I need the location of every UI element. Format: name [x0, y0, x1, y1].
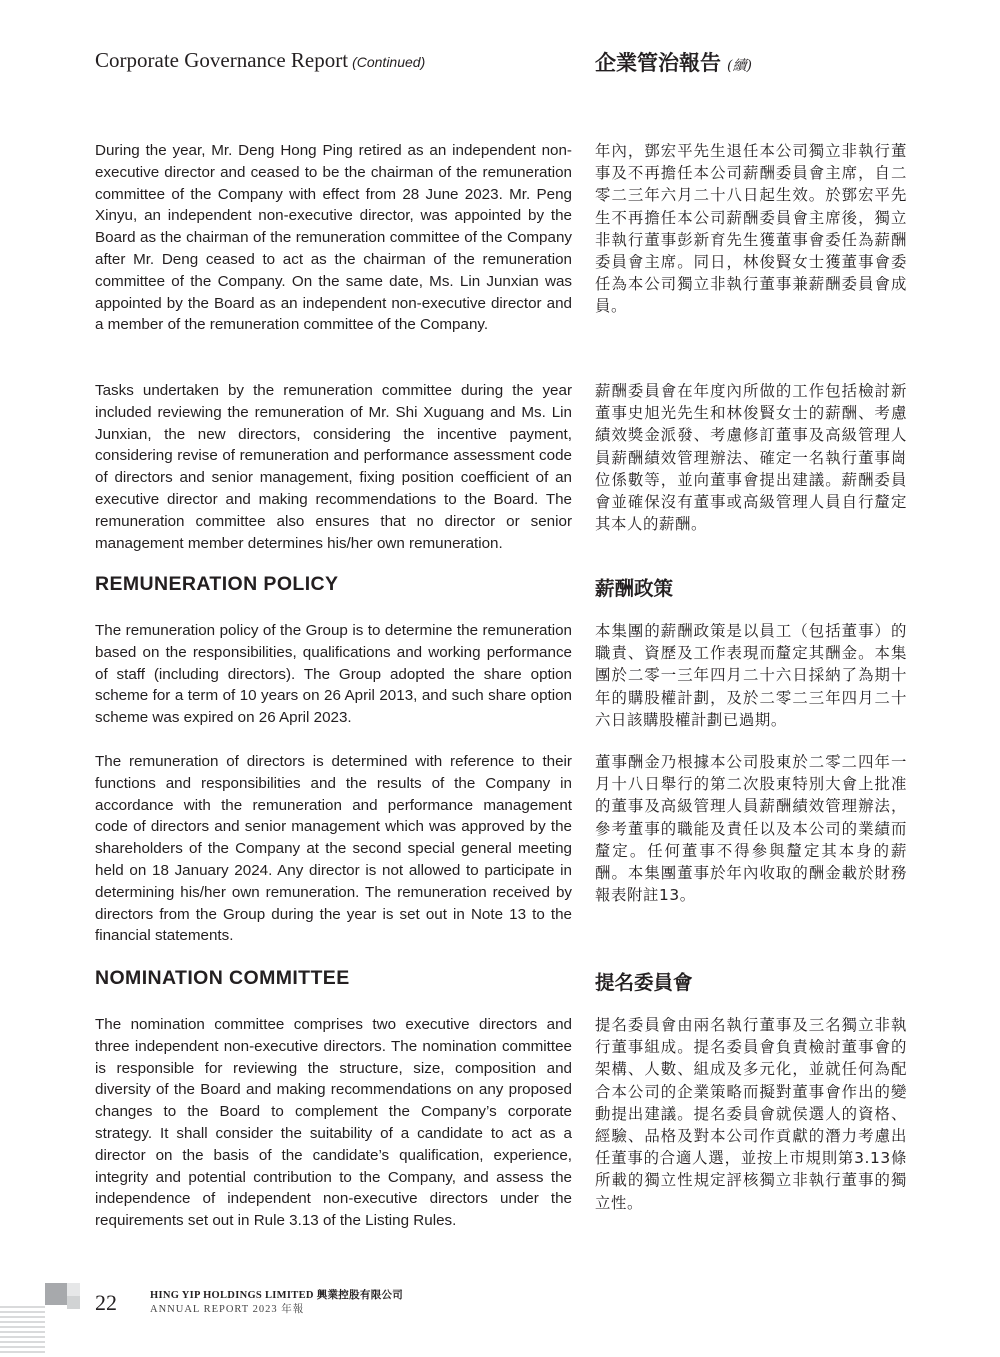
remuneration-policy-p1-en: [95, 620, 572, 729]
remuneration-policy-p1-zh: [595, 620, 907, 731]
header-continued-en: (Continued): [352, 54, 426, 70]
paragraph: The nomination committee comprises two executive directors and three independent non-executive directors. The nomination committee is responsible for reviewing the structure, size, composition and diversity of the Board and making recommendations on any proposed changes to the Board to complement the Company’s corporate strategy. It shall consider the suitability of a candidate to act as a director on the basis of the candidate’s qualification, experience, integrity and potential contribution to the Company, and assess the independence of independent non-executive directors under the requirements set out in Rule 3.13 of the Listing Rules.: [95, 1016, 572, 1230]
page-number: 22: [95, 1290, 117, 1315]
paragraph: Tasks undertaken by the remuneration committee during the year included reviewing the remuneration of Mr. Shi Xuguang and Ms. Lin Junxian, the new directors, considering the incentive payment, considering revise of remuneration and performance assessment code of directors and senior management, fixing position coefficient of an executive director and making recommendations to the Board. The remuneration committee also ensures that no director or senior management member determines his/her own remuneration.: [95, 382, 572, 552]
header-continued-zh: (續): [727, 58, 752, 74]
header-title-en: [95, 48, 425, 73]
header-title-zh: [595, 47, 752, 77]
nomination-committee-heading-en: [95, 967, 572, 990]
paragraph: 本集團的薪酬政策是以員工（包括董事）的職責、資歷及工作表現而釐定其酬金。本集團於二零一三年四月二十六日採納了為期十年的購股權計劃，及於二零二三年四月二十六日該購股權計劃已過期。: [595, 622, 907, 729]
report-name: ANNUAL REPORT 2023 年報: [150, 1304, 305, 1315]
company-name: HING YIP HOLDINGS LIMITED 興業控股有限公司: [150, 1290, 404, 1301]
remuneration-committee-p2-zh: [595, 380, 907, 535]
section-heading: 提名委員會: [595, 971, 693, 994]
paragraph: 提名委員會由兩名執行董事及三名獨立非執行董事組成。提名委員會負責檢討董事會的架構、人數、組成及多元化，並就任何為配合本公司的企業策略而擬對董事會作出的變動提出建議。提名委員會就侯選人的資格、經驗、品格及對本公司作貢獻的潛力考慮出任董事的合適人選，並按上市規則第3.13條所載的獨立性規定評核獨立非執行董事的獨立性。: [595, 1016, 907, 1212]
paragraph: The remuneration of directors is determined with reference to their functions and responsibilities and the results of the Company in accordance with the remuneration and performance management code of directors and senior management which was approved by the shareholders of the Company at the second special general meeting held on 18 January 2024. Any director is not allowed to participate in determining his/her own remuneration. The remuneration received by directors from the Group during the year is set out in Note 13 to the financial statements.: [95, 753, 572, 945]
section-heading: 薪酬政策: [595, 577, 674, 600]
footer-square-light: [67, 1296, 80, 1309]
nomination-committee-p1-zh: [595, 1014, 907, 1214]
nomination-committee-heading-zh: [595, 967, 907, 995]
remuneration-policy-p2-zh: [595, 751, 907, 906]
remuneration-policy-heading-en: [95, 573, 572, 596]
section-heading: NOMINATION COMMITTEE: [95, 967, 350, 989]
paragraph: 薪酬委員會在年度內所做的工作包括檢討新董事史旭光先生和林俊賢女士的薪酬、考慮績效獎金派發、考慮修訂董事及高級管理人員薪酬績效管理辦法、確定一名執行董事崗位係數等，並向董事會提出建議。薪酬委員會並確保沒有董事或高級管理人員自行釐定其本人的薪酬。: [595, 382, 907, 534]
remuneration-policy-p2-en: [95, 751, 572, 947]
remuneration-policy-heading-zh: [595, 573, 907, 601]
section-heading: REMUNERATION POLICY: [95, 573, 339, 595]
paragraph: During the year, Mr. Deng Hong Ping retired as an independent non-executive director and ceased to be the chairman of the remuneration committee of the Company with effect from 28 June 2023. Mr. Peng Xinyu, an independent non-executive director, was appointed by the Board as the chairman of the remuneration committee of the Company after Mr. Deng ceased to act as the chairman of the remuneration committee of the Company. On the same date, Ms. Lin Junxian was appointed by the Board as an independent non-executive director and a member of the remuneration committee of the Company.: [95, 142, 572, 334]
footer-stripes: [0, 1306, 45, 1353]
footer-square-dark: [45, 1283, 67, 1305]
paragraph: 董事酬金乃根據本公司股東於二零二四年一月十八日舉行的第二次股東特別大會上批准的董事及高級管理人員薪酬績效管理辦法，參考董事的職能及責任以及本公司的業績而釐定。任何董事不得參與釐定其本身的薪酬。本集團董事於年內收取的酬金載於財務報表附註13。: [595, 753, 907, 905]
paragraph: 年內，鄧宏平先生退任本公司獨立非執行董事及不再擔任本公司薪酬委員會主席，自二零二三年六月二十八日起生效。於鄧宏平先生不再擔任本公司薪酬委員會主席後，獨立非執行董事彭新育先生獲董事會委任為薪酬委員會主席。同日，林俊賢女士獲董事會委任為本公司獨立非執行董事兼薪酬委員會成員。: [595, 142, 907, 316]
header-title-en-text: Corporate Governance Report: [95, 48, 349, 72]
remuneration-committee-p1-zh: [595, 140, 907, 318]
footer-square-lighter: [67, 1283, 80, 1296]
remuneration-committee-p1-en: [95, 140, 572, 336]
paragraph: The remuneration policy of the Group is to determine the remuneration based on the responsibilities, qualifications and working performance of staff (including directors). The Group adopted the share option scheme for a term of 10 years on 26 April 2013, and such share option scheme was expired on 26 April 2023.: [95, 622, 572, 727]
header-title-zh-text: 企業管治報告: [595, 50, 721, 75]
nomination-committee-p1-en: [95, 1014, 572, 1232]
remuneration-committee-p2-en: [95, 380, 572, 554]
